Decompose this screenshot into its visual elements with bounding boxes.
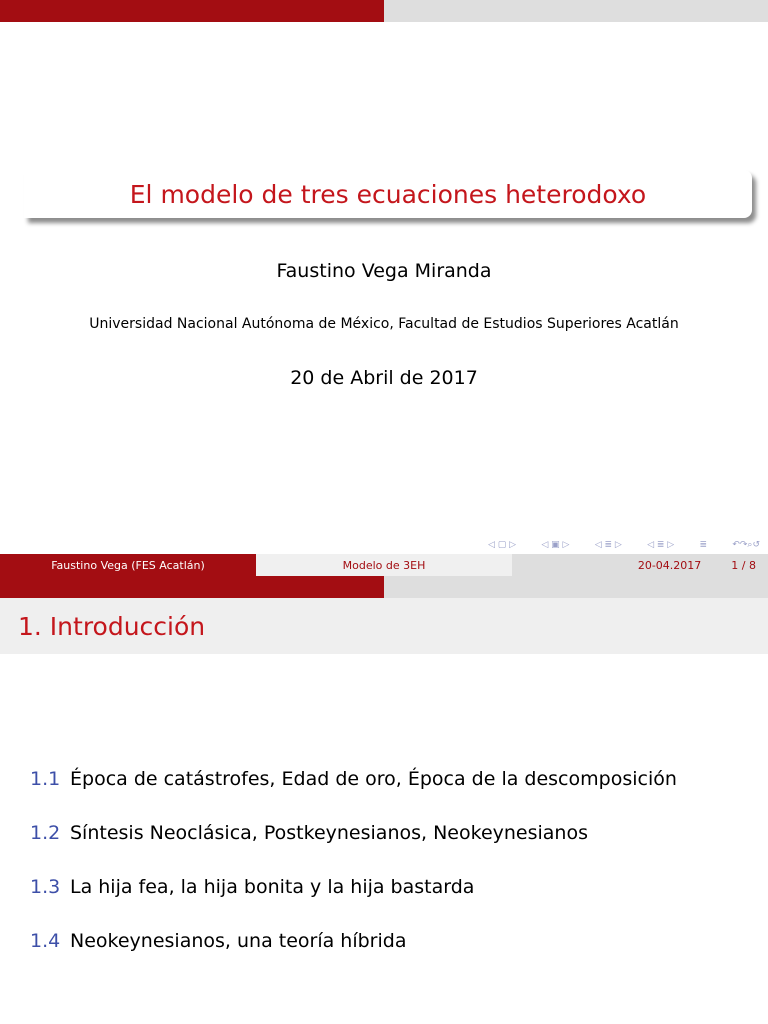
table-of-contents <box>30 768 750 984</box>
top-header-bar <box>0 0 768 22</box>
footer-date: 20-04.2017 <box>637 558 702 572</box>
top-bar-red <box>0 576 384 598</box>
footer-bar <box>0 554 768 576</box>
institution: Universidad Nacional Autónoma de México, Facultad de Estudios Superiores Acatlán <box>89 316 679 332</box>
toc-item-number: 1.1 <box>30 768 61 790</box>
toc-item[interactable] <box>30 768 750 822</box>
top-bar-red <box>0 0 384 22</box>
footer-page-number: 1 / 8 <box>731 558 756 572</box>
top-header-bar <box>0 576 768 598</box>
toc-item-number: 1.4 <box>30 930 61 952</box>
title-box <box>24 170 752 218</box>
top-bar-gray <box>384 0 768 22</box>
toc-item[interactable] <box>30 930 750 984</box>
nav-subsection-icon[interactable]: ◁ ▣ ▷ <box>541 539 570 550</box>
footer-date-page <box>512 554 768 576</box>
footer-short-title: Modelo de 3EH <box>256 554 512 576</box>
toc-item-text: La hija fea, la hija bonita y la hija bastarda <box>70 876 475 898</box>
toc-item-number: 1.2 <box>30 822 61 844</box>
frame-title: 1. Introducción <box>18 611 206 641</box>
nav-search-icon[interactable]: ↶↷⌕↺ <box>732 539 760 550</box>
presentation-title: El modelo de tres ecuaciones heterodoxo <box>129 179 647 209</box>
frame-title-bar <box>0 598 768 654</box>
toc-item[interactable] <box>30 822 750 876</box>
nav-subsubsection-icon[interactable]: ◁ ≣ ▷ <box>647 539 675 550</box>
toc-item[interactable] <box>30 876 750 930</box>
toc-item-number: 1.3 <box>30 876 61 898</box>
author-name: Faustino Vega Miranda <box>276 260 492 282</box>
presentation-date: 20 de Abril de 2017 <box>290 367 478 389</box>
nav-section-icon[interactable]: ◁ ≣ ▷ <box>594 539 622 550</box>
nav-frame-icon[interactable]: ◁ ▢ ▷ <box>488 539 517 550</box>
toc-item-text: Neokeynesianos, una teoría híbrida <box>70 930 407 952</box>
beamer-navigation-symbols <box>488 538 760 552</box>
toc-item-text: Época de catástrofes, Edad de oro, Época de la descomposición <box>70 768 677 790</box>
introduction-slide <box>0 576 768 1024</box>
footer-author: Faustino Vega (FES Acatlán) <box>0 554 256 576</box>
nav-align-icon[interactable]: ≣ <box>699 539 708 550</box>
toc-item-text: Síntesis Neoclásica, Postkeynesianos, Neokeynesianos <box>70 822 588 844</box>
top-bar-gray <box>384 576 768 598</box>
